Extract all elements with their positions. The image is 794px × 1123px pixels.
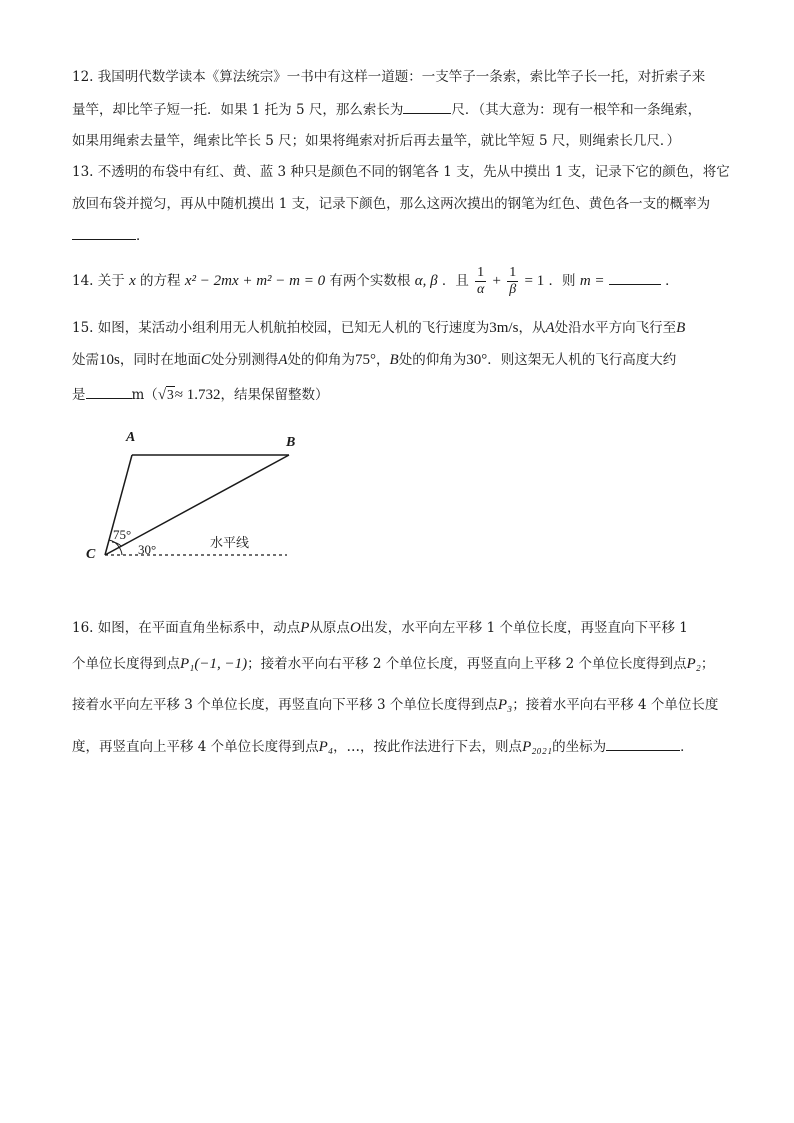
q14-var-x: x [129,273,136,289]
q15-point-c: C [200,352,211,368]
q15-sqrt-sign: √ [157,387,167,403]
q16-origin-o: O [349,620,361,636]
q16-point-p3: P₃ [497,697,513,713]
q16-point-p: P [300,620,310,636]
q13-line-3 [72,225,150,246]
q15-text-3a: 是 [72,387,86,403]
q16-text-2b: ；接着水平向右平移 2 个单位长度，再竖直向上平移 2 个单位长度得到点 [247,656,687,672]
q16-point-p4: P₄ [318,739,334,755]
q15-sqrt-radicand: 3 [167,387,174,402]
q14-text-a: 14. 关于 [72,273,125,289]
q16-point-p2021: P₂₀₂₁ [522,739,553,755]
q15-point-b: B [676,320,686,336]
q16-line-2 [72,654,714,674]
q14-text-b: 的方程 [140,273,181,289]
q15-text-1a: 15. 如图，某活动小组利用无人机航拍校园，已知无人机的飞行速度为 [72,320,490,336]
label-b: B [286,435,296,450]
q14-answer-blank[interactable] [609,270,661,285]
q16-end: ． [680,739,694,755]
q15-text-2g: ．则这架无人机的飞行高度大约 [487,352,677,368]
q14-frac1-num: 1 [477,265,485,280]
q15-line-1 [72,318,685,338]
q15-unit: m（ [131,387,158,403]
triangle-figure [72,420,332,580]
label-a: A [126,430,136,445]
q15-approx: ≈ 1.732 [174,387,221,403]
q12-text-a: 量竿，却比竿子短一托．如果 1 托为 5 尺，那么索长为 [72,102,404,118]
q14-frac1-den: α [476,282,485,297]
q16-line-3 [72,695,718,715]
q16-text-2a: 个单位长度得到点 [72,656,180,672]
q16-text-3a: 接着水平向左平移 3 个单位长度，再竖直向下平移 3 个单位长度得到点 [72,697,498,713]
q15-point-a2: A [278,352,288,368]
q14-text-c: 有两个实数根 [329,273,411,289]
q14-text-d: ．且 [441,273,469,289]
q13-line-2: 放回布袋并搅匀，再从中随机摸出 1 支，记录下颜色，那么这两次摸出的钢笔为红色、黄色各一支的概率为 [72,196,711,212]
q16-point-p2: P₂ [686,656,701,672]
q16-line-4 [72,736,694,757]
q16-text-1c: 出发，水平向左平移 1 个单位长度，再竖直向下平移 1 [360,620,688,636]
q15-text-1c: 处沿水平方向飞行至 [554,320,677,336]
q15-point-b2: B [389,352,399,368]
q14-fraction-2 [507,265,518,298]
q16-text-4b: ，…，按此作法进行下去，则点 [333,739,523,755]
q15-point-a: A [545,320,555,336]
q15-text-2a: 处需 [72,352,99,368]
q14-equals-one: = 1 [524,273,545,289]
q14-plus: + [492,273,501,289]
q14-roots: α, β [414,273,438,289]
q14-line [72,264,679,298]
q13-line-1: 13. 不透明的布袋中有红、黄、蓝 3 种只是颜色不同的钢笔各 1 支，先从中摸出 1 支，记录下它的颜色，将它 [72,164,730,180]
q16-answer-blank[interactable] [606,736,680,751]
q15-time: 10s [99,352,120,368]
q14-frac2-num: 1 [509,265,517,280]
q14-end: ． [665,273,679,289]
label-30: 30° [138,542,157,557]
q15-text-2b: ，同时在地面 [119,352,201,368]
q15-text-2e: ， [376,352,390,368]
q15-answer-blank[interactable] [86,384,132,399]
q16-text-3b: ；接着水平向右平移 4 个单位长度 [512,697,719,713]
label-c: C [86,547,96,562]
q15-angle-30: 30° [466,352,488,368]
q16-text-4c: 的坐标为 [552,739,607,755]
q13-end: ． [136,228,150,244]
q16-text-2c: ； [700,656,715,672]
q16-text-1b: 从原点 [309,620,350,636]
q15-angle-75: 75° [355,352,377,368]
q15-text-2f: 处的仰角为 [398,352,467,368]
q14-frac2-den: β [509,282,517,297]
q15-text-3c: ，结果保留整数） [220,387,329,403]
q15-speed: 3m/s [489,320,519,336]
q12-line-1: 12. 我国明代数学读本《算法统宗》一书中有这样一道题：一支竿子一条索，索比竿子长一托，对折索子来 [72,69,706,85]
q16-line-1 [72,618,688,638]
q15-text-2d: 处的仰角为 [287,352,356,368]
q14-m-equals: m = [579,273,605,289]
q12-answer-blank[interactable] [403,99,451,114]
angle-arc-30 [119,547,122,555]
q16-text-4a: 度，再竖直向上平移 4 个单位长度得到点 [72,739,319,755]
q15-line-3 [72,384,329,405]
segment-cb [105,455,289,555]
q14-text-e: ．则 [548,273,576,289]
q15-line-2 [72,350,676,370]
q16-text-1a: 16. 如图，在平面直角坐标系中，动点 [72,620,301,636]
q15-text-1b: ，从 [518,320,546,336]
q13-answer-blank[interactable] [72,225,136,240]
q12-line-3: 如果用绳索去量竿，绳索比竿长 5 尺；如果将绳索对折后再去量竿，就比竿短 5 尺，则绳索长几尺．） [72,133,681,149]
label-75: 75° [113,527,132,542]
label-horizontal: 水平线 [210,536,250,551]
q12-text-b: 尺．（其大意为：现有一根竿和一条绳索， [451,102,702,118]
q15-text-2c: 处分别测得 [210,352,279,368]
q14-fraction-1 [475,265,486,298]
q12-line-2 [72,99,701,120]
q14-equation: x² − 2mx + m² − m = 0 [184,273,326,289]
q16-point-p1: P₁(−1, −1) [180,656,248,672]
